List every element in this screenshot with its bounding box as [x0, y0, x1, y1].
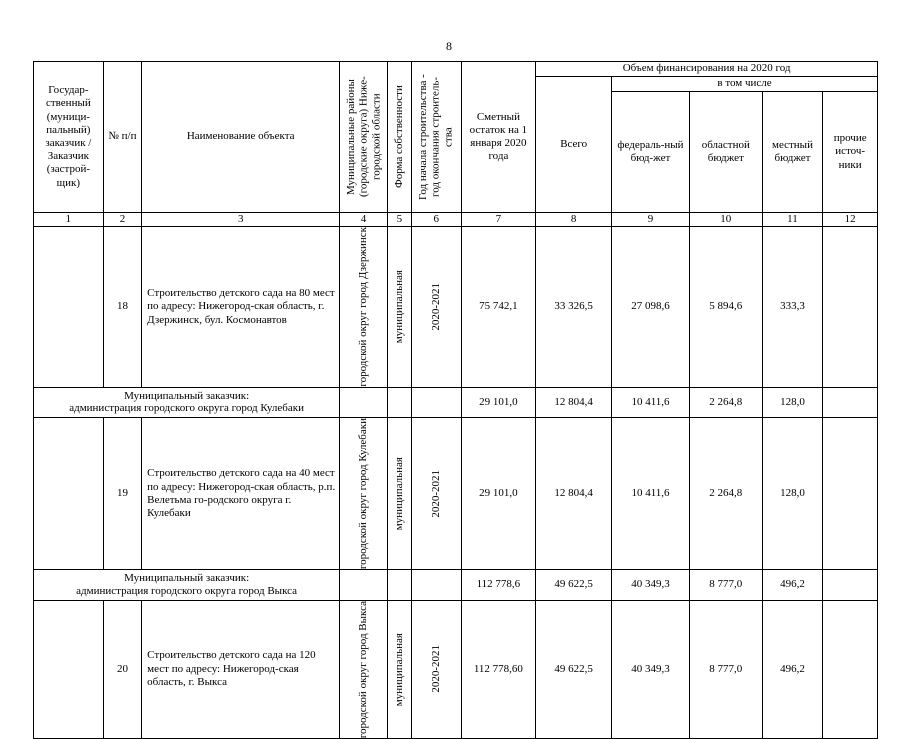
- regional-value: 5 894,6: [689, 227, 762, 388]
- column-number: 5: [387, 213, 411, 227]
- column-number: 2: [103, 213, 141, 227]
- customer-label-line2: администрация городского округа город Выкса: [76, 584, 298, 597]
- header-including: в том числе: [612, 77, 878, 92]
- column-number: 11: [762, 213, 823, 227]
- header-ownership-cell: [387, 62, 411, 213]
- header-object-name: Наименование объекта: [142, 62, 340, 213]
- header-federal: федераль-ный бюд-жет: [612, 92, 690, 213]
- ownership-cell: [387, 600, 411, 738]
- district-cell: [340, 227, 388, 388]
- header-num: № п/п: [103, 62, 141, 213]
- customer-label: [34, 570, 340, 600]
- header-years: Год начала строительства - год окончания строитель-ства: [417, 74, 455, 200]
- header-estimated: Сметный остаток на 1 января 2020 года: [461, 62, 536, 213]
- years-cell: [411, 418, 461, 570]
- federal-value: 27 098,6: [612, 227, 690, 388]
- column-number: 1: [34, 213, 104, 227]
- regional-value: 8 777,0: [689, 570, 762, 600]
- page-number: 8: [446, 39, 452, 53]
- column-number: 7: [461, 213, 536, 227]
- empty-cell: [411, 387, 461, 417]
- total-value: 12 804,4: [536, 418, 612, 570]
- column-number: 6: [411, 213, 461, 227]
- customer-label-line1: Муниципальный заказчик:: [124, 389, 250, 402]
- years-cell: [411, 227, 461, 388]
- customer-label-line2: администрация городского округа город Кулебаки: [69, 402, 304, 415]
- other-value: [823, 387, 878, 417]
- local-value: 128,0: [762, 418, 823, 570]
- customer-cell: [34, 600, 104, 738]
- column-number: 4: [340, 213, 388, 227]
- federal-value: 10 411,6: [612, 387, 690, 417]
- district: городской округ город Дзержинск: [357, 227, 370, 387]
- federal-value: 40 349,3: [612, 570, 690, 600]
- table-row: [34, 600, 878, 738]
- ownership-cell: [387, 227, 411, 388]
- estimated-value: 112 778,60: [461, 600, 536, 738]
- years-cell: [411, 600, 461, 738]
- header-districts: Муниципальные районы (городские округа) Ниже-городской области: [344, 76, 382, 198]
- row-num: 20: [103, 600, 141, 738]
- empty-cell: [411, 570, 461, 600]
- years: 2020-2021: [429, 283, 442, 331]
- column-number: 9: [612, 213, 690, 227]
- regional-value: 2 264,8: [689, 387, 762, 417]
- federal-value: 40 349,3: [612, 600, 690, 738]
- customer-label: [34, 387, 340, 417]
- column-number: 10: [689, 213, 762, 227]
- estimated-value: 75 742,1: [461, 227, 536, 388]
- federal-value: 10 411,6: [612, 418, 690, 570]
- years: 2020-2021: [429, 645, 442, 694]
- header-customer: Государ-ственный (муници-пальный) заказчик / Заказчик (застрой-щик): [34, 62, 104, 213]
- empty-cell: [340, 570, 388, 600]
- other-value: [823, 227, 878, 388]
- header-years-cell: [411, 62, 461, 213]
- ownership-cell: [387, 418, 411, 570]
- total-value: 12 804,4: [536, 387, 612, 417]
- estimated-value: 29 101,0: [461, 387, 536, 417]
- regional-value: 2 264,8: [689, 418, 762, 570]
- header-total: Всего: [536, 77, 612, 213]
- district-cell: [340, 418, 388, 570]
- district: городской округ город Выкса: [357, 600, 370, 738]
- header-financing: Объем финансирования на 2020 год: [536, 62, 878, 77]
- header-ownership: Форма собственности: [393, 85, 406, 189]
- other-value: [823, 418, 878, 570]
- local-value: 128,0: [762, 387, 823, 417]
- column-number-row: [34, 213, 878, 227]
- district-cell: [340, 600, 388, 738]
- ownership: муниципальная: [393, 270, 406, 344]
- other-value: [823, 600, 878, 738]
- object-name: Строительство детского сада на 40 мест по адресу: Нижегород-ская область, р.п. Велетьма го-родского округа г. Кулебаки: [142, 418, 340, 570]
- local-value: 496,2: [762, 600, 823, 738]
- estimated-value: 112 778,6: [461, 570, 536, 600]
- header-districts-cell: [340, 62, 388, 213]
- header-local: местный бюджет: [762, 92, 823, 213]
- table-row: [34, 227, 878, 388]
- other-value: [823, 570, 878, 600]
- row-num: 18: [103, 227, 141, 388]
- empty-cell: [387, 387, 411, 417]
- estimated-value: 29 101,0: [461, 418, 536, 570]
- total-value: 33 326,5: [536, 227, 612, 388]
- header-regional: областной бюджет: [689, 92, 762, 213]
- financing-table: [33, 61, 878, 739]
- customer-row: [34, 387, 878, 417]
- district: городской округ город Кулебаки: [357, 418, 370, 570]
- ownership: муниципальная: [393, 457, 406, 531]
- customer-cell: [34, 227, 104, 388]
- total-value: 49 622,5: [536, 570, 612, 600]
- column-number: 12: [823, 213, 878, 227]
- customer-row: [34, 570, 878, 600]
- regional-value: 8 777,0: [689, 600, 762, 738]
- object-name: Строительство детского сада на 80 мест по адресу: Нижегород-ская область, г. Дзержинск, бул. Космонавтов: [142, 227, 340, 388]
- customer-label-line1: Муниципальный заказчик:: [124, 572, 250, 585]
- object-name: Строительство детского сада на 120 мест по адресу: Нижегород-ская область, г. Выкса: [142, 600, 340, 738]
- empty-cell: [340, 387, 388, 417]
- table-row: [34, 418, 878, 570]
- local-value: 496,2: [762, 570, 823, 600]
- years: 2020-2021: [429, 469, 442, 518]
- header-other: прочие источ-ники: [823, 92, 878, 213]
- empty-cell: [387, 570, 411, 600]
- row-num: 19: [103, 418, 141, 570]
- customer-cell: [34, 418, 104, 570]
- column-number: 3: [142, 213, 340, 227]
- local-value: 333,3: [762, 227, 823, 388]
- column-number: 8: [536, 213, 612, 227]
- total-value: 49 622,5: [536, 600, 612, 738]
- ownership: муниципальная: [393, 632, 406, 706]
